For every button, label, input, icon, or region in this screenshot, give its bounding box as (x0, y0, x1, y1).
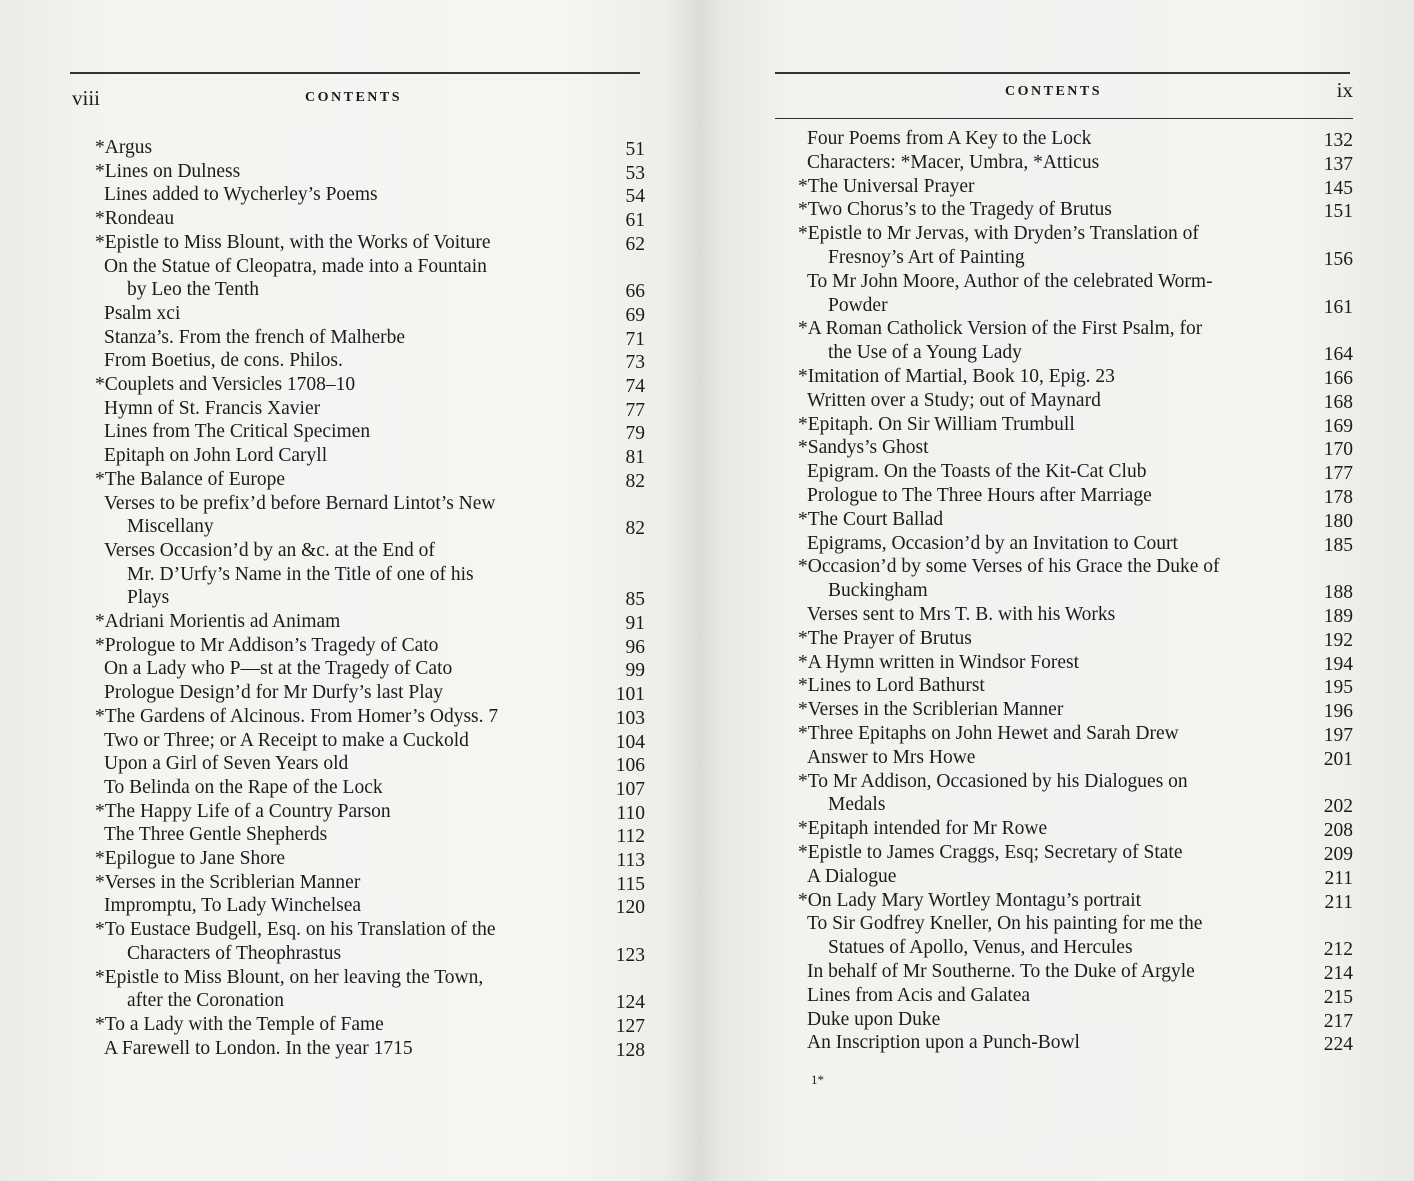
entry-title: *Couplets and Versicles 1708–10 (95, 374, 356, 395)
entry-page-number: 166 (1323, 368, 1353, 389)
entry-title: *Verses in the Scriblerian Manner (798, 699, 1064, 721)
entry-title: Duke upon Duke (807, 1008, 941, 1030)
entry-title-continued: by Leo the Tenth (127, 279, 260, 301)
entry-title: Verses to be prefix’d before Bernard Lintot’s New (104, 492, 496, 514)
entry-title: *Three Epitaphs on John Hewet and Sarah Drew (798, 723, 1179, 744)
entry-page-number: 185 (1323, 534, 1353, 556)
entry-title: *The Court Ballad (798, 508, 944, 530)
entry-page-number: 201 (1323, 748, 1353, 770)
entry-page-number: 120 (615, 897, 645, 919)
entry-title: Lines from Acis and Galatea (807, 984, 1031, 1006)
entry-title: *The Balance of Europe (95, 468, 286, 490)
entry-title: *Verses in the Scriblerian Manner (95, 871, 361, 893)
entry-title: *Epistle to Miss Blount, with the Works of Voiture (95, 231, 491, 253)
entry-page-number: 107 (615, 778, 645, 800)
entry-title: Verses sent to Mrs T. B. with his Works (807, 604, 1116, 625)
entry-title: *Lines to Lord Bathurst (798, 675, 985, 697)
entry-title: From Boetius, de cons. Philos. (104, 350, 343, 372)
entry-page-number: 137 (1323, 153, 1353, 175)
entry-page-number: 82 (625, 518, 645, 540)
entry-page-number: 91 (625, 613, 645, 634)
entry-title-continued: Mr. D’Urfy’s Name in the Title of one of his (127, 563, 474, 585)
entry-title: *Imitation of Martial, Book 10, Epig. 23 (798, 366, 1115, 387)
entry-page-number: 197 (1323, 725, 1353, 746)
entry-title: *Epilogue to Jane Shore (95, 848, 286, 869)
entry-title-continued: the Use of a Young Lady (828, 342, 1022, 364)
entry-page-number: 71 (625, 328, 645, 350)
entry-title: Upon a Girl of Seven Years old (104, 753, 349, 775)
entry-page-number: 128 (615, 1039, 645, 1061)
entry-page-number: 224 (1323, 1034, 1353, 1056)
entry-title: *Epistle to Miss Blount, on her leaving the Town, (95, 966, 484, 988)
entry-title: On a Lady who P—st at the Tragedy of Cato (104, 658, 453, 680)
entry-page-number: 103 (615, 707, 645, 729)
entry-page-number: 61 (625, 210, 645, 232)
entry-title: *Two Chorus’s to the Tragedy of Brutus (798, 199, 1112, 221)
top-rule (775, 72, 1350, 74)
entry-title: *On Lady Mary Wortley Montagu’s portrait (798, 889, 1142, 911)
entry-title: *The Universal Prayer (798, 175, 975, 197)
entry-title: Written over a Study; out of Maynard (807, 389, 1101, 411)
entry-title: On the Statue of Cleopatra, made into a Fountain (104, 255, 487, 277)
entry-title: *Occasion’d by some Verses of his Grace the Duke of (798, 556, 1220, 578)
entry-title: A Farewell to London. In the year 1715 (104, 1037, 413, 1059)
entry-page-number: 123 (615, 944, 645, 966)
entry-page-number: 113 (616, 850, 645, 871)
entry-title: *To Eustace Budgell, Esq. on his Translation of the (95, 919, 496, 941)
entry-page-number: 73 (625, 352, 645, 374)
entry-title: *Rondeau (95, 208, 175, 230)
entry-page-number: 161 (1323, 296, 1353, 318)
entry-page-number: 202 (1323, 796, 1353, 818)
entry-page-number: 188 (1323, 582, 1353, 604)
entry-page-number: 156 (1323, 249, 1353, 270)
entry-title-continued: Medals (828, 794, 886, 816)
entry-title: Epigram. On the Toasts of the Kit-Cat Club (807, 461, 1147, 483)
entry-page-number: 180 (1323, 510, 1353, 532)
entry-title: *The Gardens of Alcinous. From Homer’s Odyss. 7 (95, 705, 499, 727)
entry-page-number: 85 (625, 589, 645, 611)
entry-page-number: 192 (1323, 629, 1353, 651)
entry-page-number: 195 (1323, 677, 1353, 699)
entry-title: Impromptu, To Lady Winchelsea (104, 895, 362, 917)
entry-title: Answer to Mrs Howe (807, 746, 976, 768)
entry-title-continued: Characters of Theophrastus (127, 942, 342, 964)
entry-page-number: 168 (1323, 391, 1353, 413)
entry-title: Prologue to The Three Hours after Marriage (807, 485, 1152, 506)
entry-page-number: 96 (625, 636, 645, 658)
entry-page-number: 112 (616, 826, 645, 848)
header-rule (775, 118, 1353, 119)
entry-title: To Mr John Moore, Author of the celebrated Worm- (807, 270, 1213, 292)
entry-page-number: 77 (625, 399, 645, 421)
entry-title-continued: Buckingham (828, 580, 928, 602)
running-head: CONTENTS (1005, 84, 1103, 99)
entry-title: Epigrams, Occasion’d by an Invitation to Court (807, 532, 1178, 554)
entry-title: Epitaph on John Lord Caryll (104, 445, 328, 467)
entry-page-number: 169 (1323, 415, 1353, 437)
entry-page-number: 82 (625, 470, 645, 492)
entry-page-number: 145 (1323, 177, 1353, 199)
entry-page-number: 164 (1323, 344, 1353, 366)
entry-title: *Epistle to Mr Jervas, with Dryden’s Translation of (798, 223, 1199, 245)
entry-page-number: 104 (615, 731, 645, 753)
entry-title: *Adriani Morientis ad Animam (95, 611, 341, 632)
entry-page-number: 79 (625, 423, 645, 445)
top-rule (70, 72, 640, 74)
entry-page-number: 101 (615, 684, 645, 706)
entry-title: *To a Lady with the Temple of Fame (95, 1013, 384, 1035)
page-folio: viii (72, 86, 101, 110)
entry-title-continued: Fresnoy’s Art of Painting (828, 247, 1025, 268)
entry-title: Lines added to Wycherley’s Poems (104, 184, 378, 206)
entry-title: *Argus (95, 137, 153, 158)
entry-page-number: 194 (1323, 653, 1353, 675)
page-folio: ix (1336, 78, 1353, 102)
entry-page-number: 178 (1323, 487, 1353, 508)
entry-title: Hymn of St. Francis Xavier (104, 397, 321, 419)
right-page (775, 0, 1353, 1181)
entry-page-number: 177 (1323, 463, 1353, 485)
entry-title: *A Hymn written in Windsor Forest (798, 651, 1080, 673)
entry-title: *The Prayer of Brutus (798, 627, 972, 649)
entry-page-number: 106 (615, 755, 645, 777)
entry-title: Two or Three; or A Receipt to make a Cuckold (104, 729, 469, 751)
entry-title: *A Roman Catholick Version of the First Psalm, for (798, 318, 1203, 340)
entry-page-number: 62 (625, 233, 645, 255)
entry-title: Four Poems from A Key to the Lock (807, 128, 1092, 149)
entry-page-number: 211 (1324, 891, 1353, 913)
entry-page-number: 110 (616, 802, 645, 824)
entry-title: *Prologue to Mr Addison’s Tragedy of Cato (95, 634, 439, 656)
entry-page-number: 53 (625, 162, 645, 184)
entry-page-number: 66 (625, 281, 645, 303)
entry-page-number: 74 (625, 376, 645, 397)
entry-page-number: 115 (616, 873, 645, 895)
entry-title: Verses Occasion’d by an &c. at the End of (104, 539, 435, 561)
entry-page-number: 209 (1323, 844, 1353, 865)
entry-page-number: 211 (1324, 867, 1353, 889)
entry-title: To Sir Godfrey Kneller, On his painting for me the (807, 913, 1203, 935)
entry-page-number: 99 (625, 660, 645, 682)
entry-title-continued: Plays (127, 587, 170, 609)
entry-page-number: 217 (1323, 1010, 1353, 1032)
entry-page-number: 189 (1323, 606, 1353, 627)
entry-page-number: 170 (1323, 439, 1353, 461)
entry-title: The Three Gentle Shepherds (104, 824, 328, 846)
signature-mark: 1* (811, 1072, 824, 1087)
entry-page-number: 214 (1323, 963, 1353, 984)
entry-page-number: 132 (1323, 130, 1353, 151)
entry-title: Characters: *Macer, Umbra, *Atticus (807, 151, 1100, 173)
entry-page-number: 51 (625, 139, 645, 160)
entry-title: Psalm xci (104, 302, 181, 324)
entry-title: *To Mr Addison, Occasioned by his Dialogues on (798, 770, 1188, 792)
entry-title-continued: Miscellany (127, 516, 214, 538)
entry-page-number: 124 (615, 992, 645, 1014)
entry-page-number: 215 (1323, 986, 1353, 1008)
entry-page-number: 54 (625, 186, 645, 208)
entry-title: *Lines on Dulness (95, 160, 241, 182)
left-page (70, 0, 645, 1181)
entry-title: A Dialogue (807, 865, 897, 887)
entry-title: *Sandys’s Ghost (798, 437, 929, 459)
entry-page-number: 196 (1323, 701, 1353, 723)
entry-title-continued: after the Coronation (127, 990, 285, 1012)
entry-page-number: 208 (1323, 820, 1353, 842)
entry-title: To Belinda on the Rape of the Lock (104, 776, 383, 798)
entry-page-number: 81 (625, 447, 645, 469)
entry-page-number: 69 (625, 304, 645, 326)
entry-title-continued: Powder (828, 294, 888, 316)
entry-page-number: 127 (615, 1015, 645, 1037)
entry-title: *Epistle to James Craggs, Esq; Secretary of State (798, 842, 1183, 863)
entry-title-continued: Statues of Apollo, Venus, and Hercules (828, 937, 1133, 959)
entry-title: An Inscription upon a Punch-Bowl (807, 1032, 1080, 1054)
entry-title: *The Happy Life of a Country Parson (95, 800, 391, 822)
entry-page-number: 212 (1323, 939, 1353, 961)
entry-title: In behalf of Mr Southerne. To the Duke of Argyle (807, 961, 1195, 982)
running-head: CONTENTS (305, 90, 403, 105)
entry-page-number: 151 (1323, 201, 1353, 223)
entry-title: *Epitaph. On Sir William Trumbull (798, 413, 1075, 435)
entry-title: Stanza’s. From the french of Malherbe (104, 326, 406, 348)
entry-title: Lines from The Critical Specimen (104, 421, 371, 443)
entry-title: *Epitaph intended for Mr Rowe (798, 818, 1048, 840)
entry-title: Prologue Design’d for Mr Durfy’s last Play (104, 682, 444, 704)
